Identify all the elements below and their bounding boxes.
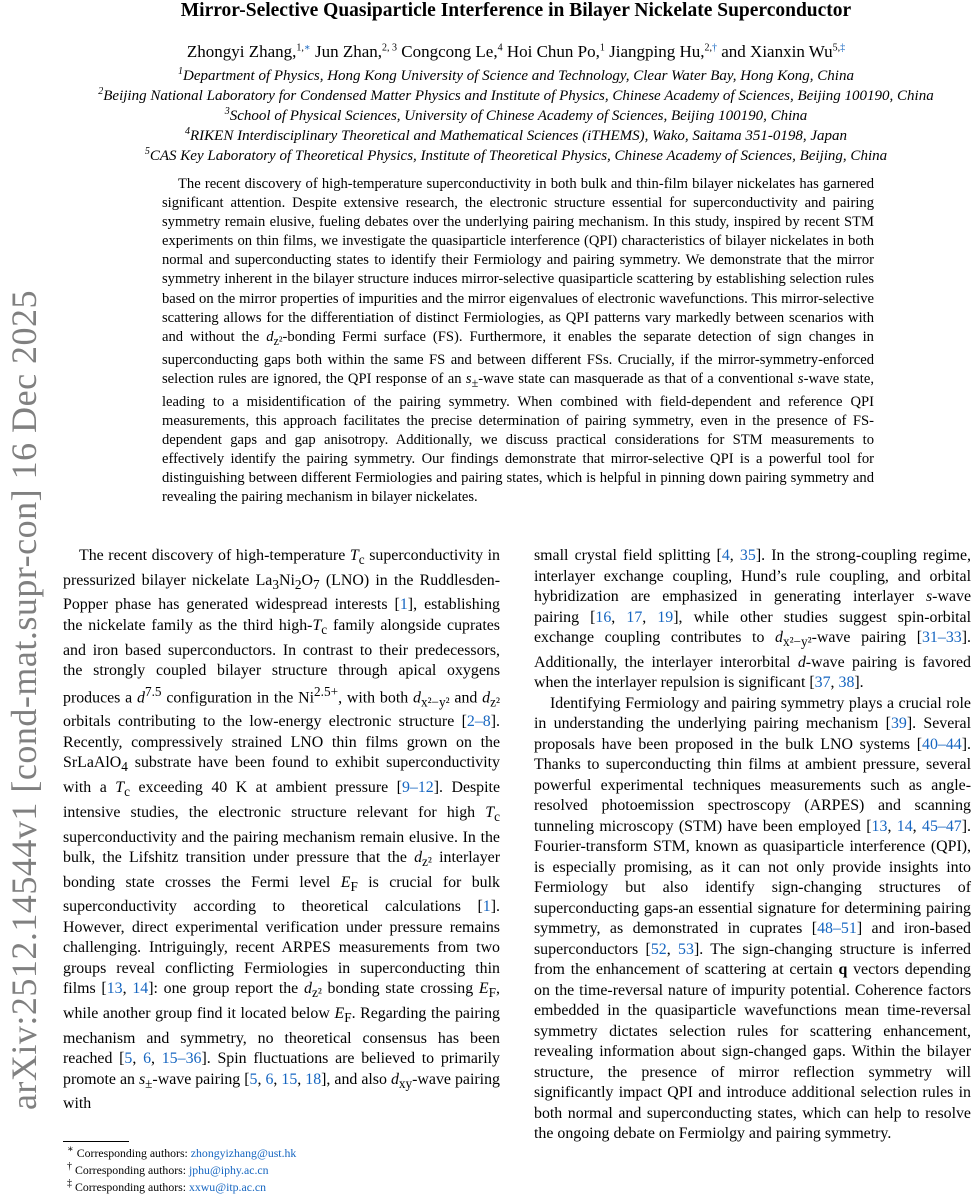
citation-link[interactable]: 13 bbox=[106, 980, 123, 998]
email-link[interactable]: jphu@iphy.ac.cn bbox=[188, 1163, 269, 1177]
footnote-mark[interactable]: ‡ bbox=[840, 42, 846, 54]
abstract: The recent discovery of high-temperature superconductivity in both bulk and thin-film bilayer nickelates has garnered significant attention. Despite extensive research, the electronic structure essential for superconductivity and pairing symmetry remain elusive, fueling debates over the underlying pairing mechanism. In this study, inspired by recent STM experiments on thin films, we investigate the quasiparticle interference (QPI) characteristics of bilayer nickelates in both normal and superconducting states to identify their Fermiology and pairing symmetry. We demonstrate that the mirror symmetry inherent in the bilayer structure induces mirror-selective quasiparticle scattering by establishing selection rules based on the mirror properties of impurities and the mirror eigenvalues of electronic wavefunctions. This mirror-selective scattering allows for the differentiation of distinct Fermiologies, as QPI patterns vary markedly between scenarios with and without the $d_{z^2}$-bonding Fermi surface (FS). Furthermore, it enables the separate detection of sign changes in superconducting gaps both within the same FS and between different FSs. Crucially, if the mirror-symmetry-enforced selection rules are ignored, the QPI response of an $s_\pm$-wave state can masquerade as that of a conventional s-wave state, leading to a misidentification of the pairing symmetry. When combined with field-dependent and reference QPI measurements, this approach facilitates the precise determination of pairing symmetry, even in the presence of FS-dependent gaps and gap anisotropy. Additionally, we discuss practical considerations for STM measurements to effectively identify the pairing symmetry. Our findings demonstrate that mirror-selective QPI is a powerful tool for distinguishing between different Fermiologies and pairing states, which is helpful in pinning down pairing symmetry and revealing the pairing mechanism in bilayer nickelates. bbox=[162, 176, 874, 506]
paragraph: The recent discovery of high-temperature $T_c$ superconductivity in pressurized bilayer nickelate $La_3Ni_2O_7$ (LNO) in the Ruddlesden-Popper phase has generated widespread interests [1], establishing the nickelate family as the third high-$T_c$ family alongside cuprates and iron based superconductors. In contrast to their predecessors, the strongly coupled bilayer structure through apical oxygens produces a $d^{7.5}$ configuration in the $Ni^{2.5+}$, with both $d_{x^2-y^2}$ and $d_{z^2}$ orbitals contributing to the low-energy electronic structure [2–8]. Recently, compressively strained LNO thin films grown on the SrLaAlO$_4$ substrate have been found to exhibit superconductivity with a $T_c$ exceeding 40 K at ambient pressure [9–12]. Despite intensive studies, the electronic structure relevant for high $T_c$ superconductivity and the pairing mechanism remain elusive. In the bulk, the Lifshitz transition under pressure that the $d_{z^2}$ interlayer bonding state crosses the Fermi level $E_F$ is crucial for bulk superconductivity according to theoretical calculations [1]. However, direct experimental verification under pressure remains challenging. Intriguingly, recent ARPES measurements from two groups reveal conflicting Fermiologies in superconducting thin films [13, 14]: one group report the $d_{z^2}$ bonding state crossing $E_F$, while another group find it located below $E_F$. Regarding the pairing mechanism and symmetry, no theoretical consensus has been reached [5, 6, 15–36]. Spin fluctuations are believed to primarily promote an $s_\pm$-wave pairing [5, 6, 15, 18], and also $d_{xy}$-wave pairing with bbox=[63, 547, 501, 1113]
citation-link[interactable]: 45–47 bbox=[922, 817, 962, 835]
citation-link[interactable]: 53 bbox=[678, 940, 694, 958]
affiliation: $^4$RIKEN Interdisciplinary Theoretical and Mathematical Sciences (iTHEMS), Wako, Saitama 351-0198, Japan bbox=[185, 126, 847, 144]
email-link[interactable]: zhongyizhang@ust.hk bbox=[190, 1146, 297, 1160]
paragraph: Identifying Fermiology and pairing symmetry plays a crucial role in understanding the underlying pairing mechanism [39]. Several proposals have been proposed in the bulk LNO systems [40–44]. Thanks to superconducting thin films at ambient pressure, several powerful experimental techniques measurements such as angle-resolved photoemission spectroscopy (ARPES) and scanning tunneling microscopy (STM) have been employed [13, 14, 45–47]. Fourier-transform STM, known as quasiparticle interference (QPI), is especially promising, as it can not only provide insights into Fermiology but also identify sign-changing structures of superconducting gaps-an essential signature for determining pairing symmetry, as demonstrated in cuprates [48–51] and iron-based superconductors [52, 53]. The sign-changing structure is inferred from the enhancement of scattering at certain q vectors depending on the time-reversal nature of impurity potential. Coherence factors embedded in the quasiparticle wavefunctions mean time-reversal symmetry dictates selection rules for scattering enhancement, revealing information about sign-changed gaps. Within the bilayer structure, the presence of mirror reflection symmetry will significantly impact QPI and introduce additional selection rules in both normal and superconducting states, which can help to resolve the ongoing debate on Fermiolgy and pairing symmetry. bbox=[534, 694, 972, 1143]
author: and Xianxin $Wu^{5,\ddagger}$ bbox=[721, 42, 846, 61]
citation-link[interactable]: 1 bbox=[482, 898, 491, 916]
author: Congcong Le,$^4$ bbox=[401, 42, 503, 61]
citation-link[interactable]: 18 bbox=[305, 1070, 322, 1088]
citation-link[interactable]: 19 bbox=[657, 608, 674, 626]
affiliation: $^1$Department of Physics, Hong Kong University of Science and Technology, Clear Water Bay, Hong Kong, China bbox=[178, 66, 854, 84]
citation-link[interactable]: 37 bbox=[814, 674, 831, 692]
citation-link[interactable]: 31–33 bbox=[921, 629, 962, 646]
citation-link[interactable]: 6 bbox=[265, 1070, 274, 1088]
citation-link[interactable]: 52 bbox=[650, 940, 667, 958]
footnote-mark[interactable]: ∗ bbox=[303, 42, 311, 54]
citation-link[interactable]: 16 bbox=[595, 608, 612, 626]
citation-link[interactable]: 6 bbox=[143, 1050, 152, 1068]
affiliation: $^3$School of Physical Sciences, University of Chinese Academy of Sciences, Beijing 100190, China bbox=[224, 106, 808, 124]
citation-link[interactable]: 14 bbox=[896, 817, 913, 835]
citation-link[interactable]: 39 bbox=[890, 715, 907, 733]
author: Jiangping Hu,$^{2,\dagger}$ bbox=[609, 42, 718, 61]
author: Hoi Chun Po,$^1$ bbox=[506, 42, 605, 61]
citation-link[interactable]: 14 bbox=[132, 980, 149, 998]
citation-link[interactable]: 5 bbox=[124, 1050, 133, 1068]
citation-link[interactable]: 4 bbox=[721, 547, 730, 564]
citation-link[interactable]: 17 bbox=[626, 608, 643, 626]
citation-link[interactable]: 5 bbox=[249, 1070, 258, 1088]
affiliation: $^2$Beijing National Laboratory for Condensed Matter Physics and Institute of Physics, Chinese Academy of Sciences, Beijing 100190, China bbox=[98, 86, 934, 104]
author: Jun Zhan,$^{2, 3}$ bbox=[314, 42, 397, 61]
citation-link[interactable]: 1 bbox=[399, 596, 408, 614]
arxiv-stamp bbox=[0, 0, 48, 1200]
citation-link[interactable]: 13 bbox=[871, 817, 888, 835]
citation-link[interactable]: 15 bbox=[281, 1070, 298, 1088]
arxiv-stamp-text: arXiv:2512.14544v1 [cond-mat.supr-con] 16 Dec 2025 bbox=[4, 289, 44, 1111]
body-left-column bbox=[63, 546, 500, 1115]
citation-link[interactable]: 9–12 bbox=[401, 779, 434, 797]
footnote-rule bbox=[63, 1141, 129, 1142]
email-link[interactable]: xxwu@itp.ac.cn bbox=[188, 1180, 267, 1194]
paragraph: small crystal field splitting [4, 35]. In the strong-coupling regime, interlayer exchange coupling, Hund’s rule coupling, and orbital hybridization are emphasized in generating interlayer s-wave pairing [16, 17, 19], while other studies suggest spin-orbital exchange coupling contributes to $d_{x^2-y^2}$-wave pairing [31–33]. Additionally, the interlayer interorbital d-wave pairing is favored when the interlayer repulsion is significant [37, 38]. bbox=[534, 547, 972, 692]
author-list bbox=[60, 42, 972, 62]
footnote: ‡ Corresponding authors: xxwu@itp.ac.cn bbox=[67, 1178, 267, 1194]
citation-link[interactable]: 40–44 bbox=[922, 735, 962, 753]
citation-link[interactable]: 48–51 bbox=[817, 920, 857, 938]
footnote-mark[interactable]: † bbox=[712, 42, 718, 54]
footnote: ∗ Corresponding authors: zhongyizhang@ust.hk bbox=[67, 1144, 297, 1160]
author: Zhongyi Zhang,$^{1,∗}$ bbox=[186, 42, 311, 61]
footnote: † Corresponding authors: jphu@iphy.ac.cn bbox=[67, 1161, 269, 1177]
citation-link[interactable]: 2–8 bbox=[466, 713, 491, 731]
citation-link[interactable]: 38 bbox=[838, 674, 855, 692]
footnotes bbox=[63, 1145, 500, 1196]
paper-title: Mirror-Selective Quasiparticle Interference in Bilayer Nickelate Superconductor bbox=[180, 0, 852, 21]
affiliation: $^5$CAS Key Laboratory of Theoretical Physics, Institute of Theoretical Physics, Chinese Academy of Sciences, Beijing, China bbox=[144, 146, 888, 164]
affiliations bbox=[60, 66, 972, 166]
citation-link[interactable]: 15–36 bbox=[161, 1050, 202, 1068]
body-right-column bbox=[534, 546, 971, 1145]
citation-link[interactable]: 35 bbox=[739, 547, 756, 564]
